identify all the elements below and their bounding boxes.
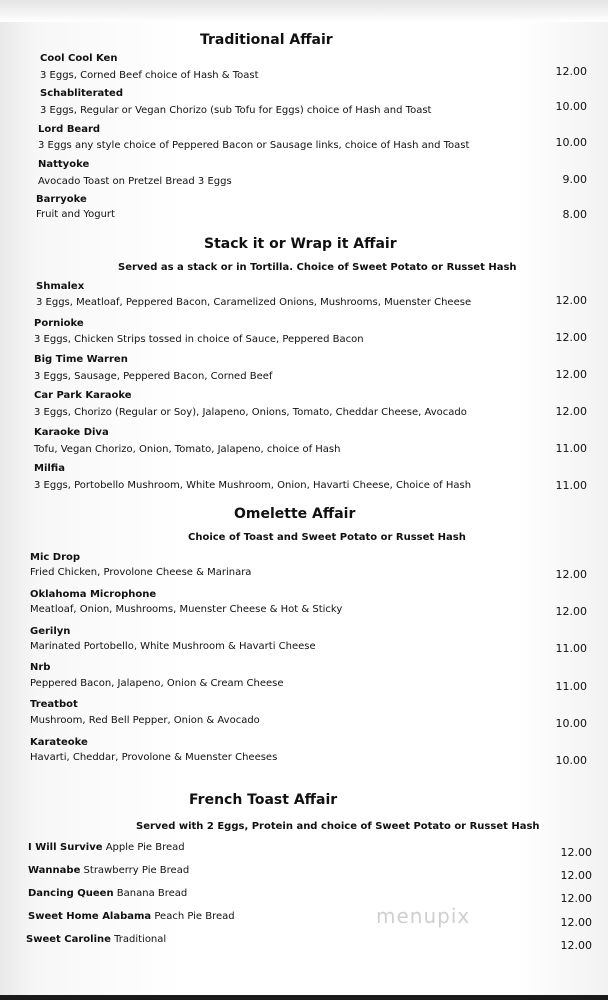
section-title-stack-wrap: Stack it or Wrap it Affair: [204, 236, 397, 252]
item-description: 3 Eggs, Corned Beef choice of Hash & Toast: [40, 70, 259, 81]
list-item: [28, 888, 187, 899]
section-subtitle: Served with 2 Eggs, Protein and choice of Sweet Potato or Russet Hash: [136, 821, 540, 832]
item-description: 3 Eggs any style choice of Peppered Bacon or Sausage links, choice of Hash and Toast: [38, 140, 470, 151]
item-name: Shmalex: [36, 281, 85, 292]
item-name: Mic Drop: [30, 552, 81, 563]
item-description: Fruit and Yogurt: [36, 209, 115, 220]
bottom-edge: [0, 995, 608, 1000]
item-description: Tofu, Vegan Chorizo, Onion, Tomato, Jalapeno, choice of Hash: [34, 444, 341, 455]
item-price: 10.00: [555, 754, 587, 767]
item-description: Traditional: [114, 934, 167, 945]
section-title-omelette: Omelette Affair: [234, 506, 356, 522]
item-price: 12.00: [555, 331, 587, 344]
list-item: [28, 865, 189, 876]
item-description: Strawberry Pie Bread: [83, 865, 190, 876]
item-price: 12.00: [555, 568, 587, 581]
item-price: 12.00: [560, 846, 592, 859]
item-price: 12.00: [555, 65, 587, 78]
item-price: 9.00: [562, 173, 587, 186]
section-title-french-toast: French Toast Affair: [189, 792, 338, 808]
item-description: Mushroom, Red Bell Pepper, Onion & Avocado: [30, 715, 260, 726]
item-price: 12.00: [560, 916, 592, 929]
item-name: Nrb: [30, 662, 51, 673]
item-price: 12.00: [555, 368, 587, 381]
list-item: [28, 911, 235, 922]
section-title-traditional: Traditional Affair: [200, 32, 333, 48]
item-price: 11.00: [555, 642, 587, 655]
item-name: Sweet Home Alabama: [28, 911, 152, 922]
item-price: 8.00: [562, 208, 587, 221]
item-name: Car Park Karaoke: [34, 390, 132, 401]
item-name: Big Time Warren: [34, 354, 128, 365]
item-description: 3 Eggs, Chicken Strips tossed in choice of Sauce, Peppered Bacon: [34, 334, 364, 345]
item-description: Meatloaf, Onion, Mushrooms, Muenster Cheese & Hot & Sticky: [30, 604, 343, 615]
item-name: Schabliterated: [40, 88, 123, 99]
item-price: 12.00: [555, 405, 587, 418]
item-price: 12.00: [560, 869, 592, 882]
item-name: Treatbot: [30, 699, 78, 710]
item-description: Peppered Bacon, Jalapeno, Onion & Cream Cheese: [30, 678, 284, 689]
item-price: 12.00: [555, 294, 587, 307]
item-description: 3 Eggs, Portobello Mushroom, White Mushroom, Onion, Havarti Cheese, Choice of Hash: [34, 480, 472, 491]
item-description: Marinated Portobello, White Mushroom & Havarti Cheese: [30, 641, 316, 652]
item-price: 11.00: [555, 479, 587, 492]
item-price: 10.00: [555, 717, 587, 730]
item-description: Banana Bread: [116, 888, 188, 899]
item-description: Avocado Toast on Pretzel Bread 3 Eggs: [38, 176, 232, 187]
item-name: Karaoke Diva: [34, 427, 109, 438]
item-price: 10.00: [555, 136, 587, 149]
top-shadow: [0, 0, 608, 22]
item-description: Fried Chicken, Provolone Cheese & Marinara: [30, 567, 252, 578]
watermark-logo: menupix: [376, 904, 471, 928]
item-name: Sweet Caroline: [26, 934, 111, 945]
item-name: Barryoke: [36, 194, 87, 205]
item-name: Wannabe: [28, 865, 81, 876]
section-subtitle: Served as a stack or in Tortilla. Choice of Sweet Potato or Russet Hash: [118, 262, 517, 273]
item-price: 12.00: [560, 892, 592, 905]
item-description: Peach Pie Bread: [154, 911, 235, 922]
item-name: Lord Beard: [38, 124, 101, 135]
item-name: Cool Cool Ken: [40, 53, 118, 64]
list-item: [28, 842, 185, 853]
item-price: 12.00: [560, 939, 592, 952]
item-description: 3 Eggs, Sausage, Peppered Bacon, Corned Beef: [34, 371, 273, 382]
item-name: Nattyoke: [38, 159, 90, 170]
item-description: 3 Eggs, Meatloaf, Peppered Bacon, Caramelized Onions, Mushrooms, Muenster Cheese: [36, 297, 472, 308]
item-name: Milfia: [34, 463, 65, 474]
item-description: 3 Eggs, Regular or Vegan Chorizo (sub Tofu for Eggs) choice of Hash and Toast: [40, 105, 432, 116]
item-name: Gerilyn: [30, 626, 71, 637]
item-name: Dancing Queen: [28, 888, 114, 899]
item-price: 12.00: [555, 605, 587, 618]
item-price: 10.00: [555, 100, 587, 113]
item-description: Havarti, Cheddar, Provolone & Muenster Cheeses: [30, 752, 278, 763]
section-subtitle: Choice of Toast and Sweet Potato or Russet Hash: [188, 532, 466, 543]
item-name: Pornioke: [34, 318, 84, 329]
item-price: 11.00: [555, 442, 587, 455]
item-name: Oklahoma Microphone: [30, 589, 157, 600]
item-name: I Will Survive: [28, 842, 103, 853]
list-item: [26, 934, 166, 945]
item-price: 11.00: [555, 680, 587, 693]
item-description: Apple Pie Bread: [105, 842, 185, 853]
item-name: Karateoke: [30, 737, 88, 748]
item-description: 3 Eggs, Chorizo (Regular or Soy), Jalapeno, Onions, Tomato, Cheddar Cheese, Avocado: [34, 407, 467, 418]
